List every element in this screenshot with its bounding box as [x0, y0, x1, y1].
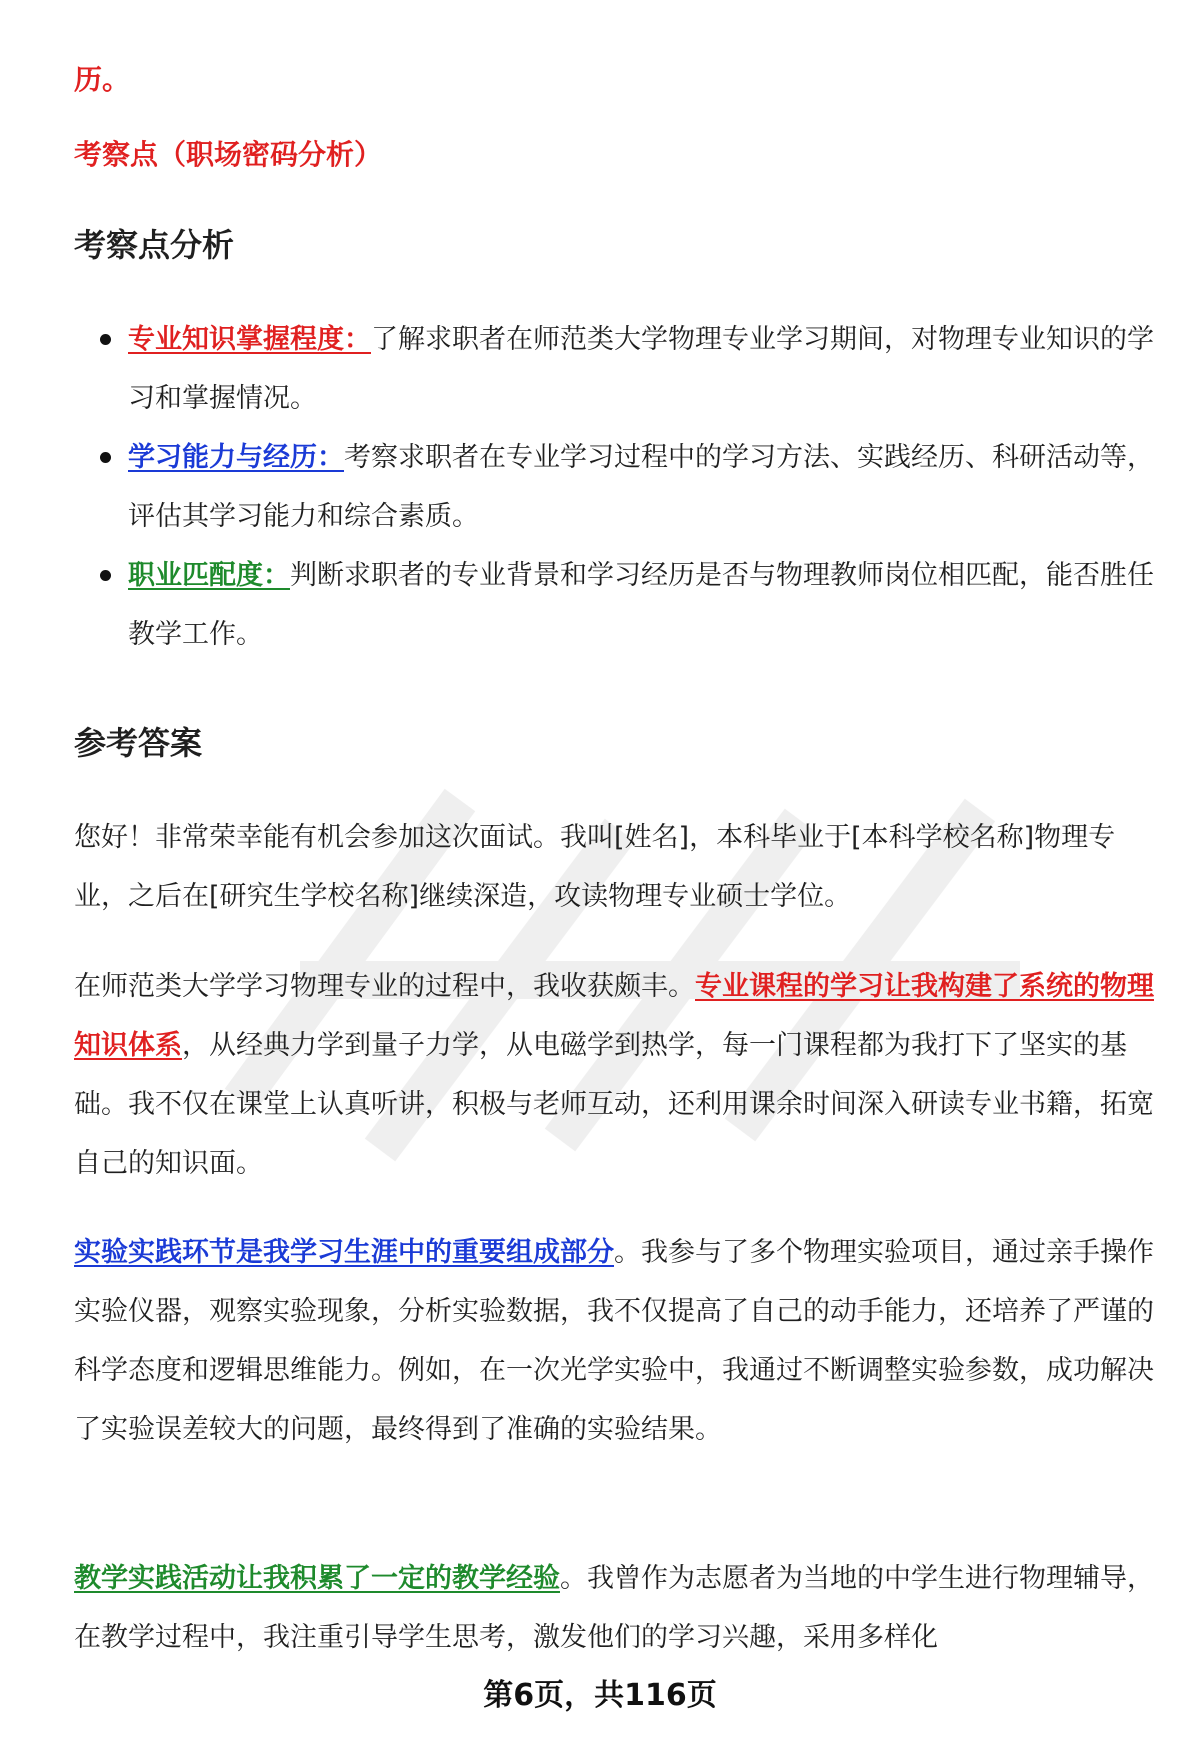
- bullet-label: 专业知识掌握程度：: [128, 324, 371, 355]
- bullet-label: 学习能力与经历：: [128, 442, 344, 473]
- paragraph-courses: [74, 957, 1154, 1193]
- highlight-text: 实验实践环节是我学习生涯中的重要组成部分: [74, 1237, 614, 1268]
- paragraph-text: 。我曾作为志愿者为当地的中学生进行物理辅导，在教学过程中，我注重引导学生思考，激发他们的学习兴趣，采用多样化: [74, 1563, 1154, 1653]
- bullet-text: 了解求职者在师范类大学物理专业学习期间，对物理专业知识的学习和掌握情况。: [128, 324, 1154, 414]
- highlight-text: 教学实践活动让我积累了一定的教学经验: [74, 1563, 560, 1594]
- analysis-heading: 考察点分析: [74, 226, 235, 264]
- section-tag: 考察点（职场密码分析）: [74, 138, 383, 171]
- bullet-text: 判断求职者的专业背景和学习经历是否与物理教师岗位相匹配，能否胜任教学工作。: [128, 560, 1154, 650]
- paragraph-text: ，从经典力学到量子力学，从电磁学到热学，每一门课程都为我打下了坚实的基础。我不仅在课堂上认真听讲，积极与老师互动，还利用课余时间深入研读专业书籍，拓宽自己的知识面。: [74, 1030, 1154, 1179]
- analysis-list: [74, 310, 1154, 664]
- paragraph-text: 您好！非常荣幸能有机会参加这次面试。我叫[姓名]，本科毕业于[本科学校名称]物理专业，之后在[研究生学校名称]继续深造，攻读物理专业硕士学位。: [74, 822, 1116, 912]
- bullet-dot: [100, 570, 111, 581]
- list-item: [74, 546, 1154, 664]
- answer-heading: 参考答案: [74, 724, 203, 762]
- top-fragment: 历。: [74, 63, 131, 96]
- paragraph-text: 。我参与了多个物理实验项目，通过亲手操作实验仪器，观察实验现象，分析实验数据，我不仅提高了自己的动手能力，还培养了严谨的科学态度和逻辑思维能力。例如，在一次光学实验中，我通过不断调整实验参数，成功解决了实验误差较大的问题，最终得到了准确的实验结果。: [74, 1237, 1154, 1445]
- bullet-dot: [100, 452, 111, 463]
- list-item: [74, 428, 1154, 546]
- page-footer: 第6页，共116页: [483, 1678, 717, 1713]
- paragraph-intro: [74, 808, 1154, 926]
- bullet-text: 考察求职者在专业学习过程中的学习方法、实践经历、科研活动等，评估其学习能力和综合素质。: [128, 442, 1154, 532]
- bullet-label: 职业匹配度：: [128, 560, 290, 591]
- paragraph-experiments: [74, 1223, 1154, 1459]
- bullet-dot: [100, 334, 111, 345]
- highlight-text: 专业课程的学习让我构建了系统的物理知识体系: [74, 971, 1154, 1061]
- paragraph-teaching: [74, 1549, 1154, 1667]
- paragraph-text: 在师范类大学学习物理专业的过程中，我收获颇丰。: [74, 971, 695, 1002]
- list-item: [74, 310, 1154, 428]
